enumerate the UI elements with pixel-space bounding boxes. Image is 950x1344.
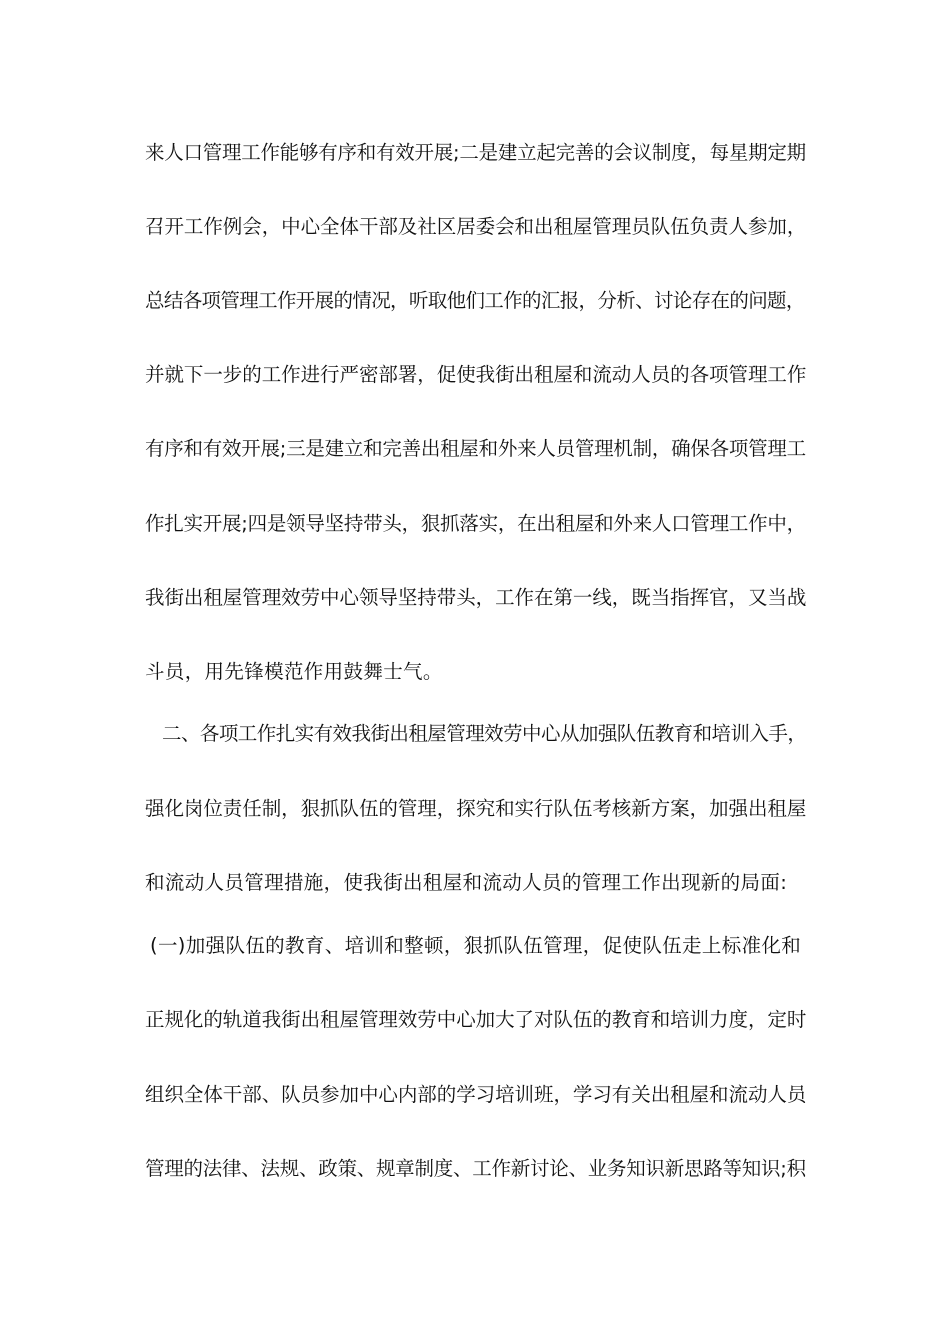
paragraph-line: 有序和有效开展;三是建立和完善出租屋和外来人员管理机制，确保各项管理工 [145, 437, 806, 460]
paragraph-line: 和流动人员管理措施，使我街出租屋和流动人员的管理工作出现新的局面: [145, 871, 788, 894]
subsection-heading-line: (一)加强队伍的教育、培训和整顿，狠抓队伍管理，促使队伍走上标准化和 [150, 934, 802, 957]
paragraph-line: 强化岗位责任制，狠抓队伍的管理，探究和实行队伍考核新方案，加强出租屋 [145, 797, 807, 820]
paragraph-line: 召开工作例会，中心全体干部及社区居委会和出租屋管理员队伍负责人参加， [145, 215, 807, 238]
paragraph-line: 并就下一步的工作进行严密部署，促使我街出租屋和流动人员的各项管理工作 [145, 363, 807, 386]
paragraph-line: 管理的法律、法规、政策、规章制度、工作新讨论、业务知识新思路等知识;积 [145, 1157, 806, 1180]
paragraph-line: 来人口管理工作能够有序和有效开展;二是建立起完善的会议制度，每星期定期 [145, 141, 806, 164]
section-heading-line: 二、各项工作扎实有效我街出租屋管理效劳中心从加强队伍教育和培训入手， [162, 722, 807, 745]
paragraph-line: 总结各项管理工作开展的情况，听取他们工作的汇报，分析、讨论存在的问题， [145, 289, 805, 312]
paragraph-line: 组织全体干部、队员参加中心内部的学习培训班，学习有关出租屋和流动人员 [145, 1083, 807, 1106]
paragraph-line: 斗员，用先锋模范作用鼓舞士气。 [145, 660, 443, 683]
paragraph-line: 我街出租屋管理效劳中心领导坚持带头，工作在第一线，既当指挥官，又当战 [145, 586, 807, 609]
paragraph-line: 作扎实开展;四是领导坚持带头，狠抓落实，在出租屋和外来人口管理工作中， [145, 512, 806, 535]
paragraph-line: 正规化的轨道我街出租屋管理效劳中心加大了对队伍的教育和培训力度，定时 [145, 1008, 807, 1031]
